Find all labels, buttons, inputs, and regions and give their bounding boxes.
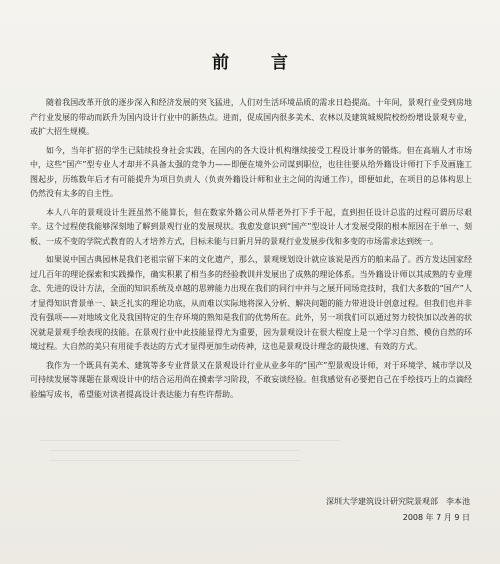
signature-block [326, 494, 470, 526]
paragraph: 如果说中国古典园林是我们老祖宗留下来的文化遗产，那么，景观规划设计就应该说是西方的舶来品了。西方发达国家经过几百年的理论探索和实践操作，确实积累了相当多的经验教训并发展出了成熟的理论体系。当外籍设计师以其成熟的专业理念、先进的设计方法，全面的知识系统及卓越的思辨能力出现在我们的同行中并与之展开同场竞技时，我们大多数的“国产”人才显得知识背景单一、缺乏扎实的理论功底，从而难以实际地将深入分析、解决问题的能力带进设计创意过程。但我们也并非没有强项——对地域文化及我国特定的生存环境的熟知是我们的优势所在。此外，另一项我们可以通过努力较快加以改善的状况就是景观手绘表现的技能。在景观行业中此技能显得尤为重要，因为景观设计在很大程度上是一个学习自然、模仿自然的环境过程。大自然的美只有用徒手表达的方式才显得更加生动传神，这也是景观设计理念的最快速、有效的方式。 [30, 255, 472, 351]
page-title: 前 言 [212, 53, 306, 73]
author-line: 深圳大学建筑设计研究院景观部 李本池 [326, 497, 470, 506]
paragraph: 随着我国改革开放的逐步深入和经济发展的突飞猛进，人们对生活环境品质的需求日趋提高。十年间，景观行业受到房地产行业发展的带动而跃升为国内设计行业中的新热点。进而，促成国内很多美术、农林以及建筑城规院校纷纷增设景观专业，或扩大招生规模。 [30, 98, 472, 136]
paragraph: 我作为一个既具有美术、建筑等多专业背景又在景观设计行业从业多年的“国产”型景观设计师，对于环境学、城市学以及可持续发展等课题在景观设计中的结合运用尚在摸索学习阶段，不敢妄谈经验。但我感觉有必要把自己在手绘技巧上的点滴经验编写成书，希望能对读者提高设计表达能力有些许帮助。 [30, 360, 472, 399]
faint-background-marks [40, 440, 340, 471]
paragraph: 本人八年的景观设计生涯虽然不能算长，但在数家外籍公司从帮老外打下手干起，直到担任设计总监的过程可谓历尽艰辛。这个过程使我能够深刻地了解到景观行业的发展现状。我愈发意识到“国产”型设计人才发展受限的根本原因在于单一、刻板、一成不变的学院式教育的人才培养方式，目标未能与日新月异的景观行业发展步伐和多变的市场需求达到统一。 [30, 207, 472, 246]
date-line: 2008 年 7 月 9 日 [402, 513, 470, 522]
preface-body [30, 96, 472, 406]
paragraph: 如今，当年扩招的学生已陆续投身社会实践，在国内的各大设计机构继续接受工程设计事务的锻炼。但在高端人才市场中，这些“国产”型专业人才却并不具备太强的竞争力——即便在境外公司谋到职位，也往往要从给外籍设计师打下手及画施工图起步，历练数年后才有可能提升为项目负责人（负责外籍设计师和业主之间的沟通工作），即便如此，在项目的总体构思上仍然没有太多的自主性。 [30, 145, 472, 198]
